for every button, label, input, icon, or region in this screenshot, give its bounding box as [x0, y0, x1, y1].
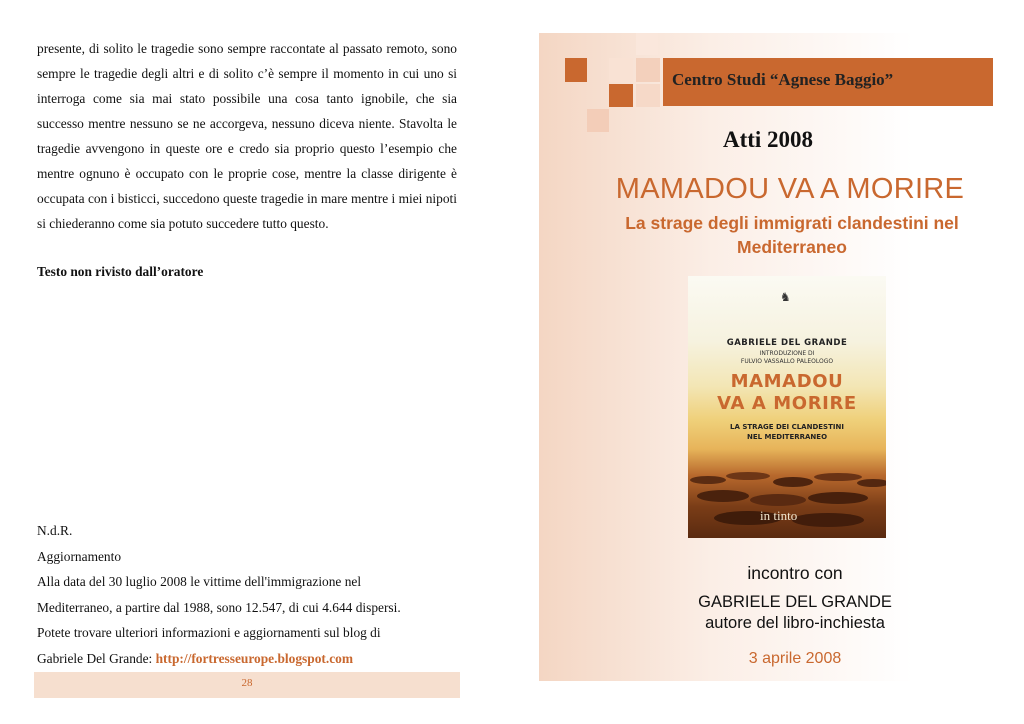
book-title-line: VA A MORIRE — [717, 393, 857, 414]
speech-paragraph — [37, 36, 457, 236]
organization-name: Centro Studi “Agnese Baggio” — [672, 70, 894, 89]
paragraph-line: potuto succedere tutto questo. — [168, 216, 329, 231]
ndr-line-prefix: Gabriele Del Grande: — [37, 650, 156, 666]
ndr-line — [37, 646, 467, 672]
editor-note: Testo non rivisto dall’oratore — [37, 264, 204, 279]
speaker-block — [540, 592, 1024, 634]
left-page-text — [37, 36, 457, 284]
blog-link[interactable]: http://fortresseurope.blogspot.com — [155, 650, 353, 666]
book-title-line: MAMADOU — [730, 371, 844, 392]
decor-square — [636, 58, 660, 82]
book-intro-line: FULVIO VASSALLO PALEOLOGO — [740, 358, 834, 365]
paragraph-line: ignobile, che sia successo mentre nessuno se ne accorgeva, nessuno — [37, 91, 457, 131]
ndr-line: Potete trovare ulteriori informazioni e aggiornamenti sul blog di — [37, 625, 381, 640]
paragraph-line: presente, di solito le tragedie sono sempre raccontate al passato remoto, — [37, 41, 428, 56]
paragraph-line: proprio questo l’esempio che mentre ognuno è occupato con le proprie — [37, 141, 457, 181]
ndr-section — [37, 518, 467, 671]
book-subtitle-line: NEL MEDITERRANEO — [746, 433, 828, 441]
subtitle-line: La strage degli immigrati clandestini nel — [625, 213, 959, 233]
book-subtitle-line: LA STRAGE DEI CLANDESTINI — [730, 423, 844, 431]
page-number: 28 — [241, 677, 253, 689]
ndr-label: N.d.R. — [37, 523, 73, 538]
book-author: GABRIELE DEL GRANDE — [726, 338, 848, 348]
publisher-logo-icon: ♞ — [780, 290, 791, 304]
decor-square — [609, 84, 633, 107]
decor-square — [636, 33, 658, 55]
decor-square — [636, 84, 660, 107]
speaker-name: GABRIELE DEL GRANDE — [698, 593, 892, 611]
event-title: MAMADOU VA A MORIRE — [615, 173, 965, 205]
paragraph-line: diceva niente. Stavolta le tragedie avvengono in queste ore e credo sia — [37, 116, 458, 156]
book-publisher: in tinto — [760, 508, 798, 523]
paragraph-line: cui uno si interroga come sia mai stato possibile una cosa tanto — [37, 66, 457, 106]
book-title — [688, 371, 886, 415]
book-intro — [688, 350, 886, 366]
atti-heading: Atti 2008 — [722, 127, 814, 152]
ndr-line: Mediterraneo, a partire dal 1988, sono 12.547, di cui 4.644 dispersi. — [37, 599, 401, 615]
speaker-role: autore del libro-inchiesta — [705, 614, 885, 632]
boats-illustration — [688, 468, 886, 538]
ndr-line: Alla data del 30 luglio 2008 le vittime dell'immigrazione nel — [37, 574, 362, 589]
paragraph-line: cose, mentre la classe dirigente è occupata con i bisticci, succedono — [37, 166, 457, 206]
event-date: 3 aprile 2008 — [748, 650, 842, 667]
paragraph-line: sono sempre le tragedie degli altri e di solito c’è sempre il momento in — [37, 41, 457, 81]
book-cover-image — [688, 276, 886, 538]
book-subtitle — [688, 422, 886, 442]
event-subtitle — [570, 211, 1014, 259]
decor-square — [609, 58, 633, 82]
meeting-label: incontro con — [747, 563, 843, 583]
decor-square — [565, 58, 587, 82]
book-intro-line: INTRODUZIONE DI — [759, 350, 815, 357]
ndr-heading: Aggiornamento — [37, 548, 122, 564]
paragraph-line: queste tragedie in mare mentre i miei nipoti si chiederanno come sia — [37, 191, 457, 231]
page-footer — [34, 672, 460, 698]
subtitle-line: Mediterraneo — [737, 237, 847, 257]
